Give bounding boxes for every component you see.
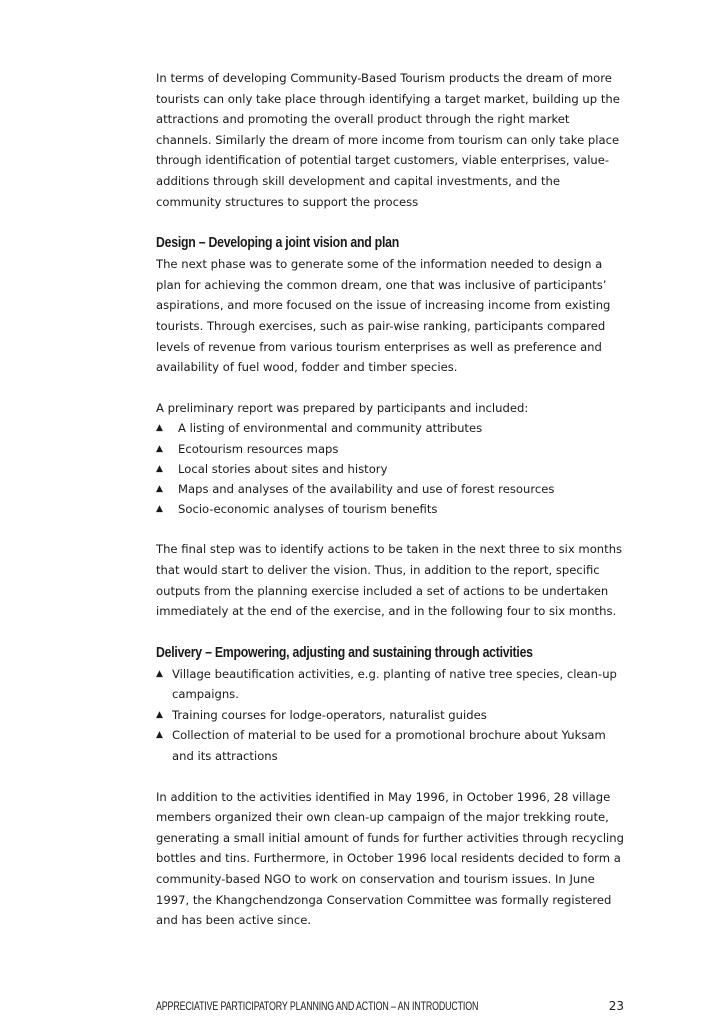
report-items-list [156,418,626,519]
design-paragraph: The next phase was to generate some of the information needed to design a plan for achieving the common dream, one that was inclusive of participants’ aspirations, and more focused on the issue of increasing income from existing tourists. Through exercises, such as pair-wise ranking, participants compared levels of revenue from various tourism enterprises as well as preference and availability of fuel wood, fodder and timber species. [156,257,611,375]
footer-title: APPRECIATIVE PARTICIPATORY PLANNING AND ACTION – AN INTRODUCTION [156,999,479,1013]
final-step-paragraph: The final step was to identify actions to be taken in the next three to six months that would start to deliver the vision. Thus, in addition to the report, specific outputs from the planning exercise included a set of actions to be undertaken immediately at the end of the exercise, and in the following four to six months. [156,542,623,619]
delivery-items-list [156,664,626,767]
intro-paragraph: In terms of developing Community-Based Tourism products the dream of more tourists can only take place through identifying a target market, building up the attractions and promoting the overall product through the right market channels. Similarly the dream of more income from tourism can only take place through identification of potential target customers, viable enterprises, value-additions through skill development and capital investments, and the community structures to support the process [156,71,620,209]
report-intro: A preliminary report was prepared by participants and included: [156,400,529,415]
list-item: ▲ Training courses for lodge-operators, naturalist guides [156,705,626,726]
triangle-bullet-icon: ▲ [156,709,163,720]
document-body [156,68,626,931]
list-item: ▲ A listing of environmental and community attributes [156,418,626,438]
triangle-bullet-icon: ▲ [156,463,163,474]
triangle-bullet-icon: ▲ [156,423,163,434]
list-item: ▲ Village beautification activities, e.g. planting of native tree species, clean-up campaigns. [156,664,626,705]
list-item: ▲ Socio-economic analyses of tourism benefits [156,499,626,519]
delivery-heading: Delivery – Empowering, adjusting and sustaining through activities [156,643,533,661]
list-item: ▲ Ecotourism resources maps [156,439,626,459]
triangle-bullet-icon: ▲ [156,730,163,741]
design-heading: Design – Developing a joint vision and plan [156,234,399,252]
page-footer [156,996,626,1016]
list-item: ▲ Maps and analyses of the availability and use of forest resources [156,479,626,499]
delivery-paragraph: In addition to the activities identified in May 1996, in October 1996, 28 village members organized their own clean-up campaign of the major trekking route, generating a small initial amount of funds for further activities through recycling bottles and tins. Furthermore, in October 1996 local residents decided to form a community-based NGO to work on conservation and tourism issues. In June 1997, the Khangchendzonga Conservation Committee was formally registered and has been active since. [156,789,624,928]
list-item: ▲ Collection of material to be used for a promotional brochure about Yuksam and its attractions [156,725,626,766]
triangle-bullet-icon: ▲ [156,668,163,679]
page-number: 23 [608,999,624,1013]
triangle-bullet-icon: ▲ [156,443,163,454]
list-item: ▲ Local stories about sites and history [156,459,626,479]
triangle-bullet-icon: ▲ [156,504,163,515]
triangle-bullet-icon: ▲ [156,483,163,494]
